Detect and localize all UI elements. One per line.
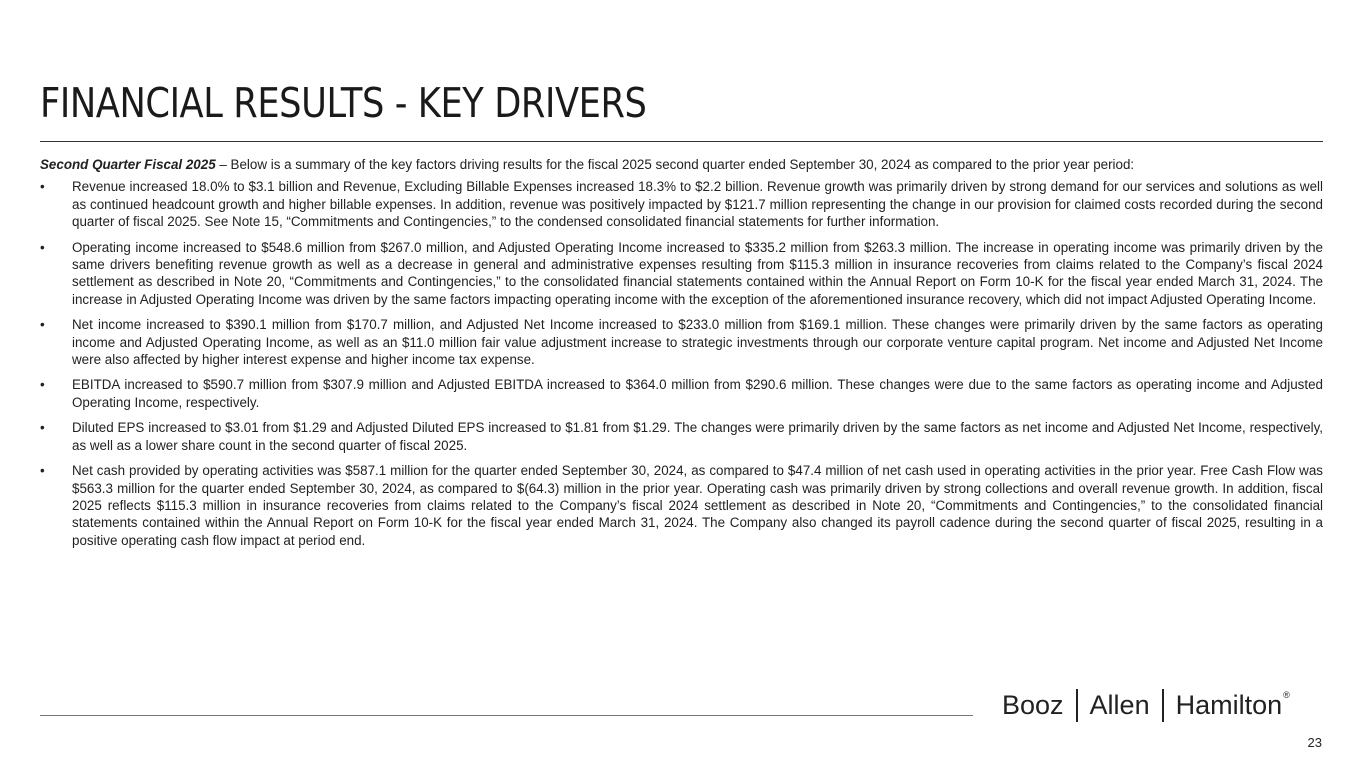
title-divider [40, 141, 1323, 142]
logo-word-hamilton: Hamilton [1175, 689, 1283, 720]
logo-word-allen: Allen [1089, 689, 1150, 720]
bullet-icon: • [40, 317, 45, 333]
page-number: 23 [1307, 735, 1322, 750]
list-item-ebitda [40, 376, 1323, 411]
bullet-icon: • [40, 377, 45, 393]
bullet-icon: • [40, 179, 45, 195]
logo-separator [1076, 689, 1078, 722]
list-item-diluted-eps [40, 419, 1323, 454]
bullet-text: Diluted EPS increased to $3.01 from $1.29 and Adjusted Diluted EPS increased to $1.81 from $1.29. The changes were primarily driven by the same factors as net income and Adjusted Net Income, respectively, as well as a lower share count in the second quarter of fiscal 2025. [72, 420, 1323, 453]
bullet-text: Revenue increased 18.0% to $3.1 billion and Revenue, Excluding Billable Expenses increased 18.3% to $2.2 billion. Revenue growth was primarily driven by strong demand for our services and solutions as well as continued headcount growth and higher billable expenses. In addition, revenue was positively impacted by $121.7 million representing the change in our provision for claimed costs recorded during the second quarter of fiscal 2025. See Note 15, “Commitments and Contingencies,” to the condensed consolidated financial statements for further information. [72, 179, 1323, 230]
bullet-text: EBITDA increased to $590.7 million from $307.9 million and Adjusted EBITDA increased to $364.0 million from $290.6 million. These changes were due to the same factors as operating income and Adjusted Operating Income, respectively. [72, 377, 1323, 410]
list-item-revenue [40, 178, 1323, 230]
company-logo [1002, 687, 1290, 723]
bullet-icon: • [40, 239, 45, 255]
bullet-icon: • [40, 463, 45, 479]
logo-separator [1162, 689, 1164, 722]
intro-paragraph [40, 156, 1323, 173]
registered-mark-icon: ® [1283, 690, 1290, 700]
bullet-text: Operating income increased to $548.6 million from $267.0 million, and Adjusted Operating Income increased to $335.2 million from $263.3 million. The increase in operating income was primarily driven by the same drivers benefiting revenue growth as well as a decrease in general and administrative expenses resulting from $115.3 million in insurance recoveries from claims related to the Company’s fiscal 2024 settlement as described in Note 20, “Commitments and Contingencies,” to the consolidated financial statements contained within the Annual Report on Form 10-K for the fiscal year ended March 31, 2024. The increase in Adjusted Operating Income was driven by the same factors impacting operating income with the exception of the aforementioned insurance recovery, which did not impact Adjusted Operating Income. [72, 239, 1323, 307]
intro-period-label: Second Quarter Fiscal 2025 [40, 157, 216, 172]
bullet-text: Net cash provided by operating activities was $587.1 million for the quarter ended September 30, 2024, as compared to $47.4 million of net cash used in operating activities in the prior year. Free Cash Flow was $563.3 million for the quarter ended September 30, 2024, as compared to $(64.3) million in the prior year. Operating cash was primarily driven by strong collections and overall revenue growth. In addition, fiscal 2025 reflects $115.3 million in insurance recoveries from claims related to the Company’s fiscal 2024 settlement as described in Note 20, “Commitments and Contingencies,” to the consolidated financial statements contained within the Annual Report on Form 10-K for the fiscal year ended March 31, 2024. The Company also changed its payroll cadence during the second quarter of fiscal 2025, resulting in a positive operating cash flow impact at period end. [72, 463, 1323, 548]
bullet-icon: • [40, 420, 45, 436]
footer-divider [40, 715, 973, 716]
main-content [40, 156, 1323, 557]
page-title: FINANCIAL RESULTS - KEY DRIVERS [40, 79, 647, 127]
list-item-net-income [40, 316, 1323, 368]
bullet-text: Net income increased to $390.1 million from $170.7 million, and Adjusted Net Income increased to $233.0 million from $169.1 million. These changes were primarily driven by the same factors as operating income and Adjusted Operating Income, as well as an $11.0 million fair value adjustment increase to strategic investments through our corporate venture capital program. Net income and Adjusted Net Income were also affected by higher interest expense and higher income tax expense. [72, 317, 1323, 368]
list-item-operating-income [40, 239, 1323, 309]
logo-word-booz: Booz [1002, 689, 1064, 720]
list-item-cash-flow [40, 462, 1323, 549]
intro-text: – Below is a summary of the key factors driving results for the fiscal 2025 second quarter ended September 30, 2024 as compared to the prior year period: [215, 157, 1135, 172]
key-drivers-list [40, 178, 1323, 549]
